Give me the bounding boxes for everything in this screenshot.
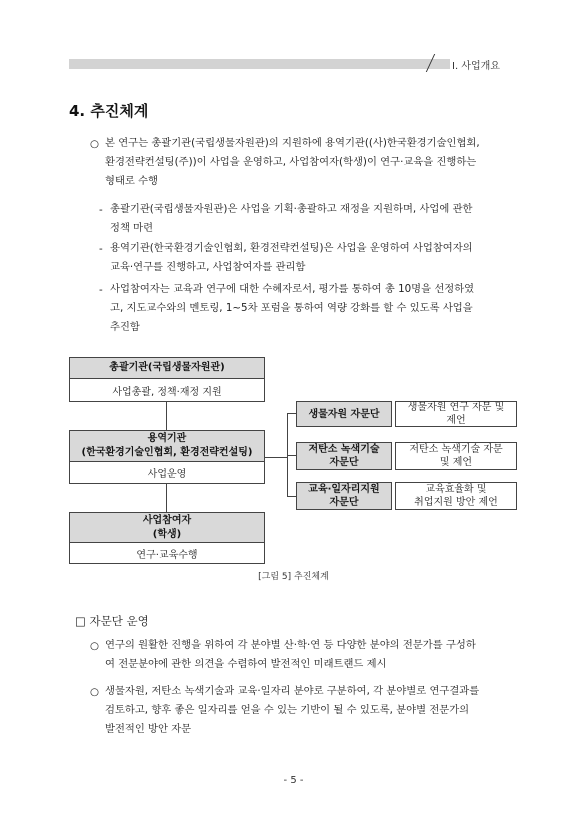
advisor-desc-line: 및 제언 bbox=[439, 457, 473, 468]
advisor-label-line: 자문단 bbox=[329, 497, 359, 508]
connector-line bbox=[287, 496, 296, 497]
item-line: 용역기관(한국환경기술인협회, 환경전략컨설팅)은 사업을 운영하여 사업참여자의 bbox=[110, 242, 473, 254]
org-box-contractor bbox=[69, 430, 265, 484]
advisor-desc-line: 저탄소 녹색기술 자문 bbox=[409, 444, 503, 455]
sub-line: 생물자원, 저탄소 녹색기술과 교육·일자리 분야로 구분하여, 각 분야별로 연구결과를 bbox=[105, 685, 480, 697]
item-line: 추진함 bbox=[110, 321, 140, 333]
item-line: 총괄기관(국립생물자원관)은 사업을 기획·총괄하고 재정을 지원하며, 사업에 관한 bbox=[110, 203, 473, 215]
box-title bbox=[70, 431, 264, 462]
advisor-desc-green bbox=[395, 442, 517, 470]
connector-line bbox=[287, 455, 296, 456]
sub-paragraph bbox=[105, 636, 517, 674]
advisor-label-edu bbox=[296, 482, 392, 510]
section-title: 4. 추진체계 bbox=[69, 102, 149, 120]
item-paragraph bbox=[110, 200, 517, 238]
box-body: 사업운영 bbox=[147, 469, 187, 480]
box-title-line: 용역기관 bbox=[147, 433, 187, 444]
intro-line: 본 연구는 총괄기관(국립생물자원관)의 지원하에 용역기관((사)한국환경기술인협회, bbox=[105, 137, 480, 149]
box-body: 연구·교육수행 bbox=[136, 549, 198, 561]
box-title-line: 사업참여자 bbox=[142, 514, 192, 526]
sub-bullet: ○ bbox=[90, 640, 99, 652]
intro-paragraph bbox=[105, 134, 517, 191]
intro-line: 환경전략컨설팅(주))이 사업을 운영하고, 사업참여자(학생)이 연구·교육을 진행하는 bbox=[105, 156, 477, 168]
connector-line bbox=[166, 484, 167, 512]
advisor-desc-line: 취업지원 방안 제언 bbox=[414, 497, 498, 508]
subsection-title: □ 자문단 운영 bbox=[75, 614, 149, 628]
sub-line: 여 전문분야에 관한 의견을 수렴하여 발전적인 미래트랜드 제시 bbox=[105, 658, 387, 670]
advisor-label-line: 생물자원 자문단 bbox=[308, 408, 380, 420]
box-title-line: (학생) bbox=[152, 528, 182, 540]
item-line: 정책 마련 bbox=[110, 222, 154, 234]
box-title: 총괄기관(국립생물자원관) bbox=[70, 358, 264, 379]
org-box-participants bbox=[69, 512, 265, 564]
advisor-desc-line: 교육효율화 및 bbox=[425, 484, 487, 495]
advisor-label-green bbox=[296, 442, 392, 470]
advisor-label-line: 자문단 bbox=[329, 457, 359, 468]
org-box-headquarters bbox=[69, 357, 265, 402]
header-section-label: Ⅰ. 사업개요 bbox=[450, 57, 530, 72]
item-line: 교육·연구를 진행하고, 사업참여자를 관리함 bbox=[110, 261, 306, 273]
intro-line: 형태로 수행 bbox=[105, 175, 159, 187]
advisor-desc-edu bbox=[395, 482, 517, 510]
connector-line bbox=[265, 457, 287, 458]
box-title bbox=[70, 513, 264, 543]
figure-caption: [그림 5] 추진체계 bbox=[258, 572, 329, 582]
advisor-label-line: 교육·일자리지원 bbox=[308, 484, 380, 495]
sub-line: 발전적인 방안 자문 bbox=[105, 723, 192, 735]
intro-bullet: ○ bbox=[90, 138, 99, 150]
box-title-line: (한국환경기술인협회, 환경전략컨설팅) bbox=[81, 447, 253, 458]
connector-line bbox=[166, 402, 167, 430]
dash-bullet: - bbox=[99, 204, 103, 216]
sub-line: 연구의 원활한 진행을 위하여 각 분야별 산·학·연 등 다양한 분야의 전문가를 구성하 bbox=[105, 639, 476, 651]
advisor-desc-line: 제언 bbox=[446, 415, 466, 426]
item-line: 고, 지도교수와의 멘토링, 1~5차 포럼을 통하여 역량 강화를 할 수 있도록 사업을 bbox=[110, 302, 473, 314]
dash-bullet: - bbox=[99, 284, 103, 296]
page-number: - 5 - bbox=[283, 775, 304, 786]
connector-line bbox=[287, 413, 296, 414]
sub-paragraph bbox=[105, 682, 517, 739]
box-body: 사업총괄, 정책·재정 지원 bbox=[112, 386, 222, 398]
advisor-label-bio bbox=[296, 401, 392, 427]
advisor-label-line: 저탄소 녹색기술 bbox=[308, 444, 380, 455]
item-line: 사업참여자는 교육과 연구에 대한 수혜자로서, 평가를 통하여 총 10명을 선정하였 bbox=[110, 283, 475, 295]
dash-bullet: - bbox=[99, 243, 103, 255]
sub-line: 검토하고, 향후 좋은 일자리를 얻을 수 있는 기반이 될 수 있도록, 분야별 전문가의 bbox=[105, 704, 470, 716]
item-paragraph bbox=[110, 239, 517, 277]
sub-bullet: ○ bbox=[90, 686, 99, 698]
advisor-desc-bio bbox=[395, 401, 517, 427]
advisor-desc-line: 생물자원 연구 자문 및 bbox=[407, 402, 505, 413]
item-paragraph bbox=[110, 280, 517, 337]
